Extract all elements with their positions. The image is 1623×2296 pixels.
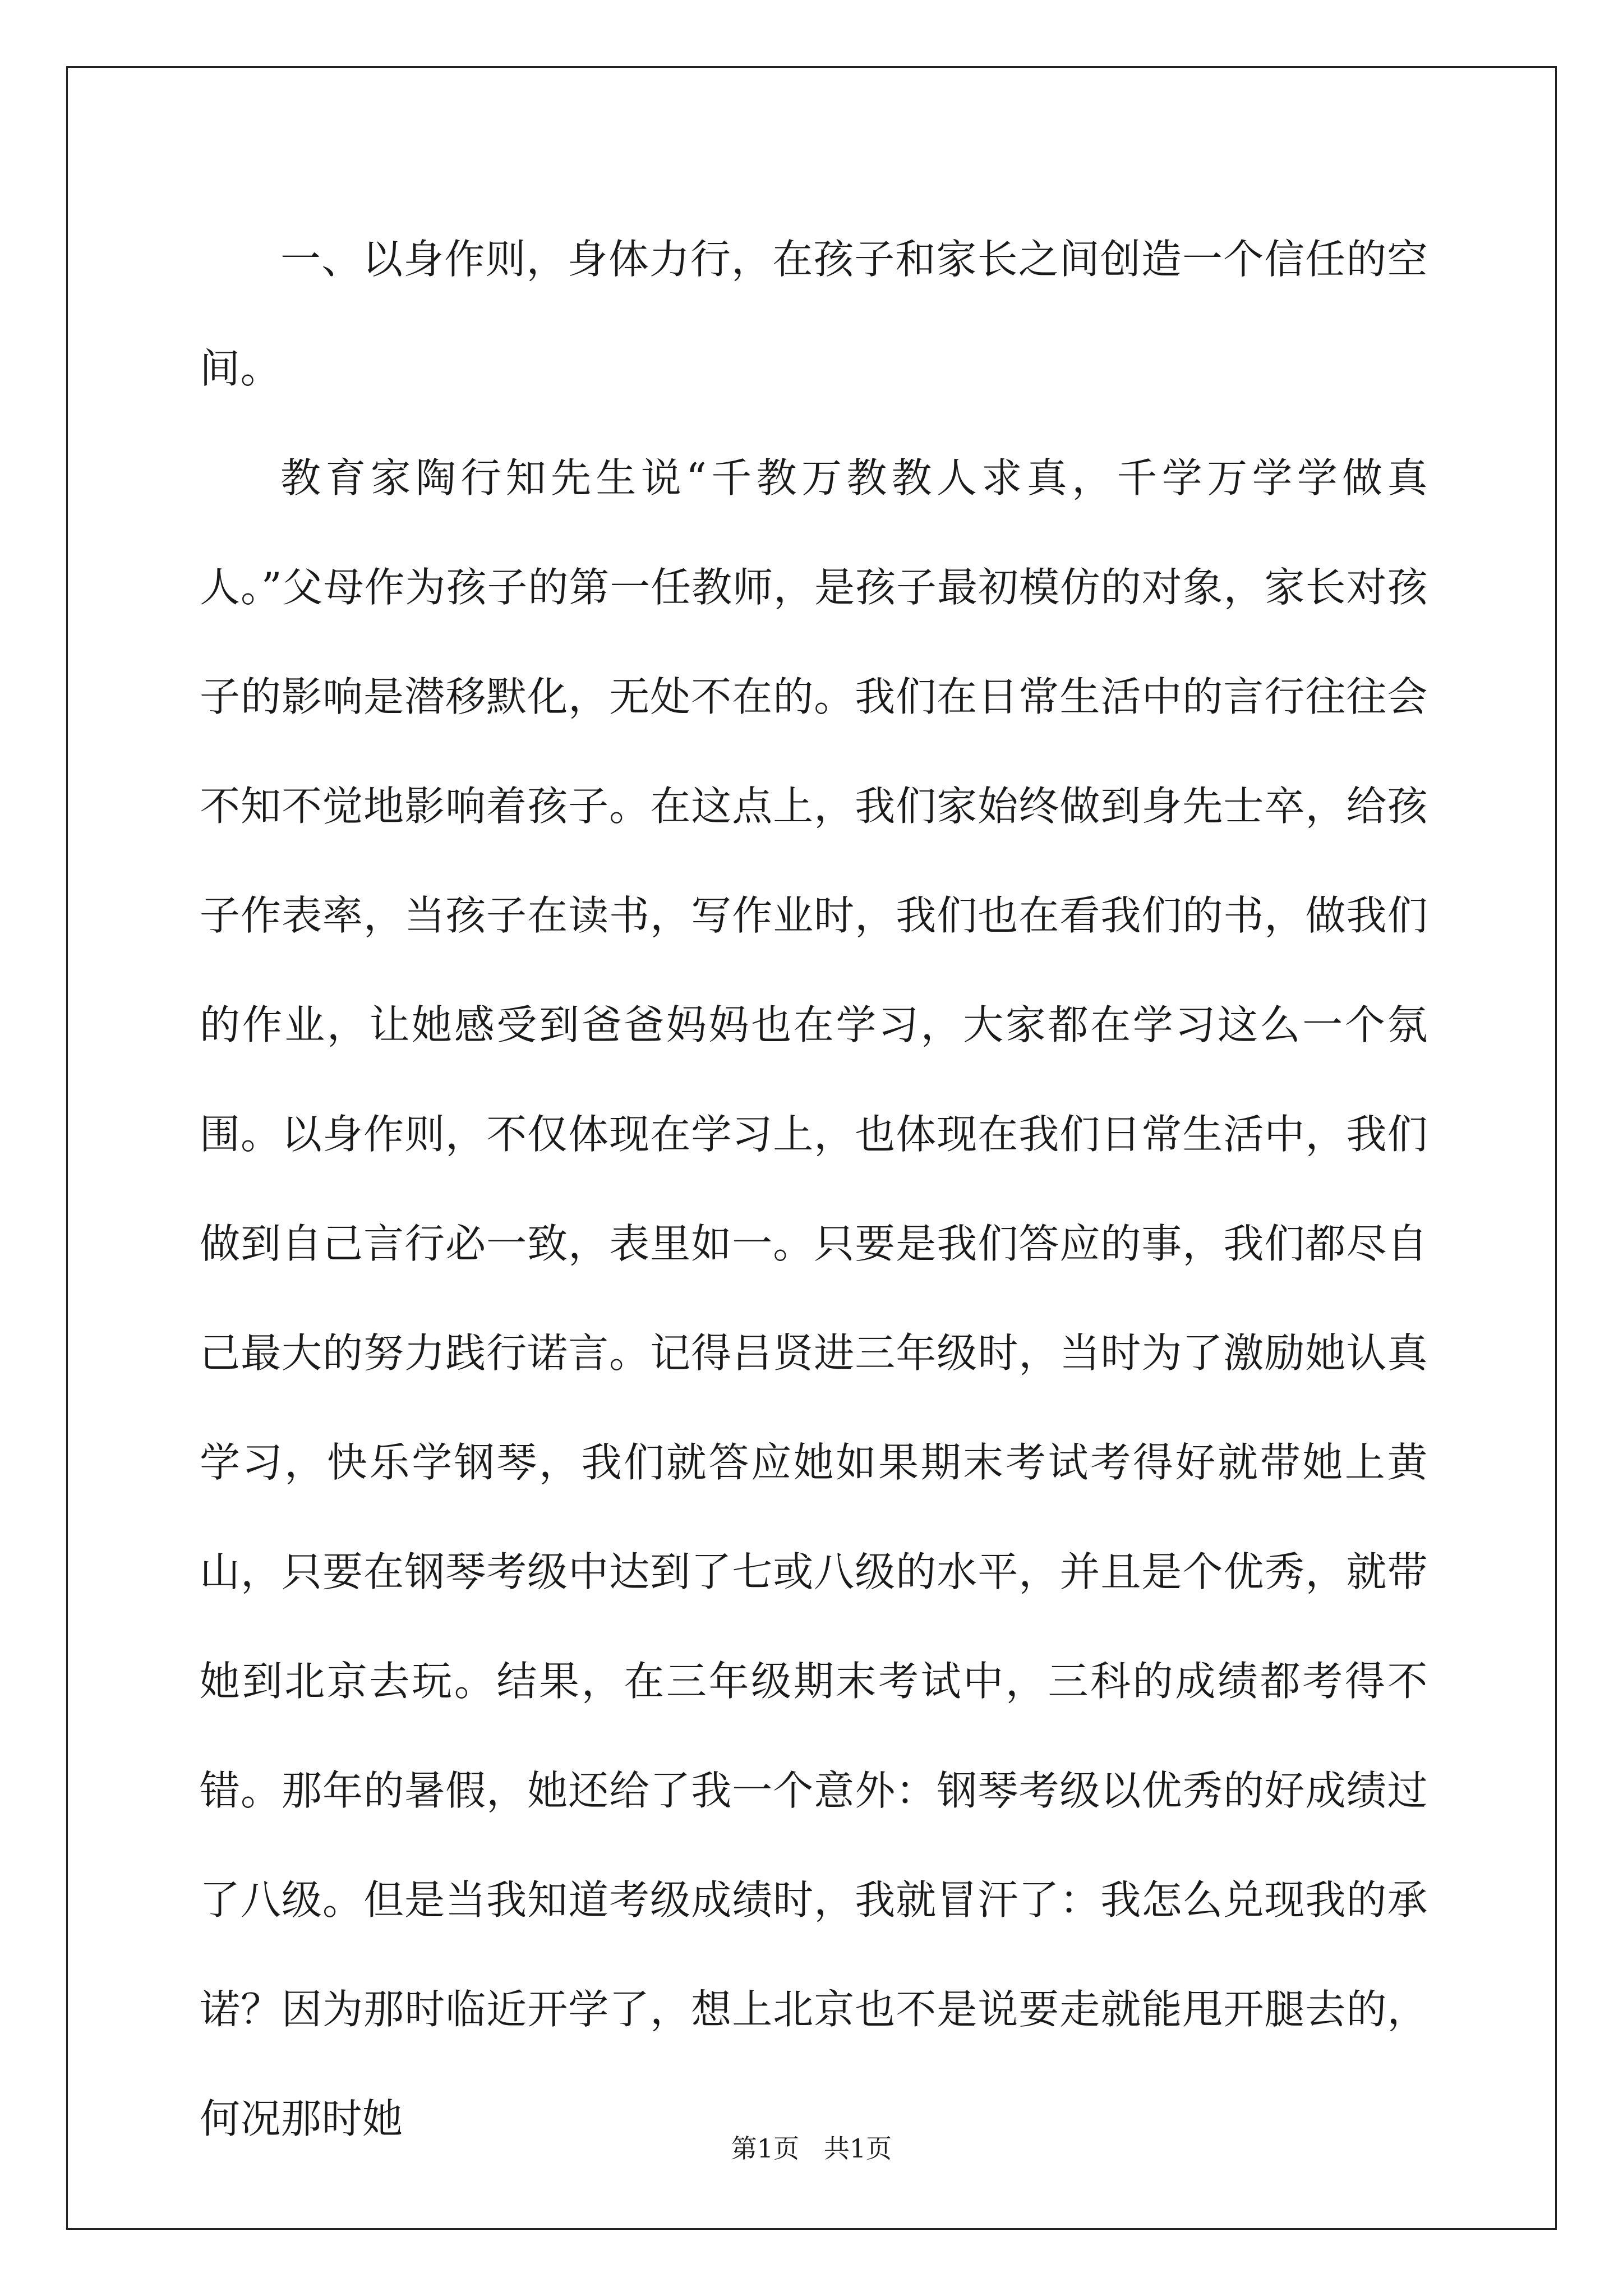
page-footer: 第1页 共1页 bbox=[731, 2133, 892, 2164]
paragraph-heading: 一、以身作则，身体力行，在孩子和家长之间创造一个信任的空间。 bbox=[200, 236, 1428, 392]
document-body bbox=[200, 205, 1428, 2174]
paragraph-body: 教育家陶行知先生说“千教万教教人求真，千学万学学做真人。”父母作为孩子的第一任教师，是孩子最初模仿的对象，家长对孩子的影响是潜移默化，无处不在的。我们在日常生活中的言行往往会不知不觉地影响着孩子。在这点上，我们家始终做到身先士卒，给孩子作表率，当孩子在读书，写作业时，我们也在看我们的书，做我们的作业，让她感受到爸爸妈妈也在学习，大家都在学习这么一个氛围。以身作则，不仅体现在学习上，也体现在我们日常生活中，我们做到自己言行必一致，表里如一。只要是我们答应的事，我们都尽自己最大的努力践行诺言。记得吕贤进三年级时，当时为了激励她认真学习，快乐学钢琴，我们就答应她如果期末考试考得好就带她上黄山，只要在钢琴考级中达到了七或八级的水平，并且是个优秀，就带她到北京去玩。结果，在三年级期末考试中，三科的成绩都考得不错。那年的暑假，她还给了我一个意外：钢琴考级以优秀的好成绩过了八级。但是当我知道考级成绩时，我就冒汗了：我怎么兑现我的承诺？因为那时临近开学了，想上北京也不是说要走就能甩开腿去的，何况那时她 bbox=[200, 454, 1428, 2142]
